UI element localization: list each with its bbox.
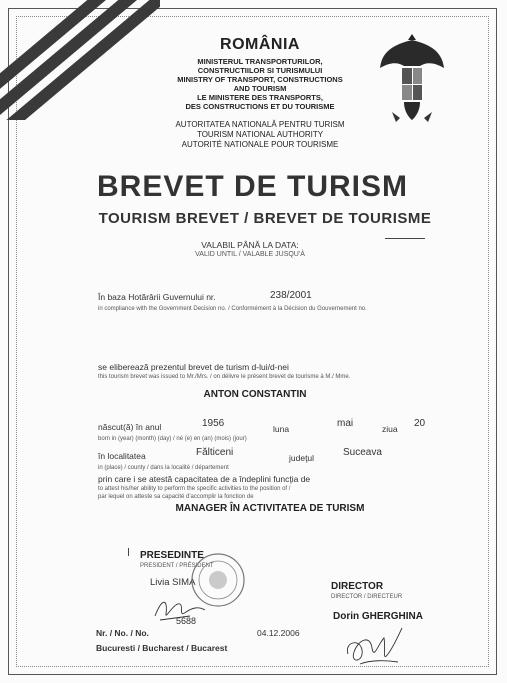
director-title-translation: DIRECTOR / DIRECTEUR <box>331 594 403 600</box>
validity-line <box>385 238 425 239</box>
decision-translation: in compliance with the Government Decision no. / Conformément à la Décision du Gouvernement no. <box>98 306 367 312</box>
ministry-line-6: DES CONSTRUCTIONS ET DU TOURISME <box>185 102 335 111</box>
certificate-number: 5688 <box>176 616 197 626</box>
director-name: Dorin GHERGHINA <box>333 611 423 622</box>
president-name: Livia SIMA <box>150 577 196 588</box>
month-label: luna <box>273 424 290 434</box>
birth-month: mai <box>337 418 354 429</box>
attest-label: prin care i se atestă capacitatea de a îndeplini funcţia de <box>98 474 311 484</box>
brevet-title: BREVET DE TURISM <box>96 170 409 203</box>
ministry-line-4: AND TOURISM <box>233 84 287 93</box>
director-signature-icon <box>340 624 410 670</box>
validity-translation: VALID UNTIL / VALABLE JUSQU'À <box>195 251 305 258</box>
president-title-translation: PRESIDENT / PRÉSIDENT <box>140 563 214 569</box>
county-label: judeţul <box>289 453 315 463</box>
president-mark <box>128 548 133 556</box>
birth-day: 20 <box>414 418 426 429</box>
ministry-line-5: LE MINISTERE DES TRANSPORTS, <box>197 93 323 102</box>
day-label: ziua <box>382 424 398 434</box>
validity-label: VALABIL PÂNĂ LA DATA: <box>201 240 299 250</box>
issue-date: 04.12.2006 <box>257 628 300 638</box>
born-label: născut(ă) în anul <box>98 422 162 432</box>
country-title: ROMÂNIA <box>220 36 300 53</box>
authority-line-2: TOURISM NATIONAL AUTHORITY <box>196 130 324 139</box>
mourning-ribbon <box>0 0 160 120</box>
born-translation: born in (year) (month) (day) / né (e) en (an) (mois) (jour) <box>98 436 247 442</box>
number-label: Nr. / No. / No. <box>96 628 149 638</box>
birth-year: 1956 <box>202 418 225 429</box>
issue-place: Bucuresti / Bucharest / Bucarest <box>96 643 228 653</box>
ministry-line-2: CONSTRUCTIILOR SI TURISMULUI <box>197 66 323 75</box>
coat-of-arms-icon <box>376 32 448 124</box>
issued-to-translation: this tourism brevet was issued to Mr./Mrs. / on délivre le présent brevet de tourisme à M./ Mme. <box>98 374 351 380</box>
president-title: PRESEDINTE <box>140 550 204 561</box>
ministry-line-3: MINISTRY OF TRANSPORT, CONSTRUCTIONS <box>177 75 343 84</box>
attest-translation-2: par lequel on atteste sa capacité d'accomplir la fonction de <box>98 494 254 500</box>
official-stamp-icon <box>190 552 246 608</box>
birth-place: Fălticeni <box>196 447 234 458</box>
authority-line-3: AUTORITÉ NATIONALE POUR TOURISME <box>181 140 339 149</box>
decision-label: În baza Hotărârii Guvernului nr. <box>98 292 216 302</box>
brevet-subtitle: TOURISM BREVET / BREVET DE TOURISME <box>98 210 432 227</box>
director-title: DIRECTOR <box>331 581 384 592</box>
decision-number: 238/2001 <box>270 290 312 301</box>
authority-line-1: AUTORITATEA NATIONALĂ PENTRU TURISM <box>175 120 345 129</box>
place-translation: in (place) / county / dans la localité / département <box>98 465 229 471</box>
issued-to-label: se eliberează prezentul brevet de turism d-lui/d-nei <box>98 362 289 372</box>
birth-county: Suceava <box>343 447 382 458</box>
attest-translation-1: to attest his/her ability to perform the specific activities to the position of / <box>98 486 291 492</box>
position-title: MANAGER ÎN ACTIVITATEA DE TURISM <box>175 503 365 514</box>
holder-name: ANTON CONSTANTIN <box>203 389 307 400</box>
ministry-line-1: MINISTERUL TRANSPORTURILOR, <box>197 57 323 66</box>
place-label: în localitatea <box>98 451 146 461</box>
